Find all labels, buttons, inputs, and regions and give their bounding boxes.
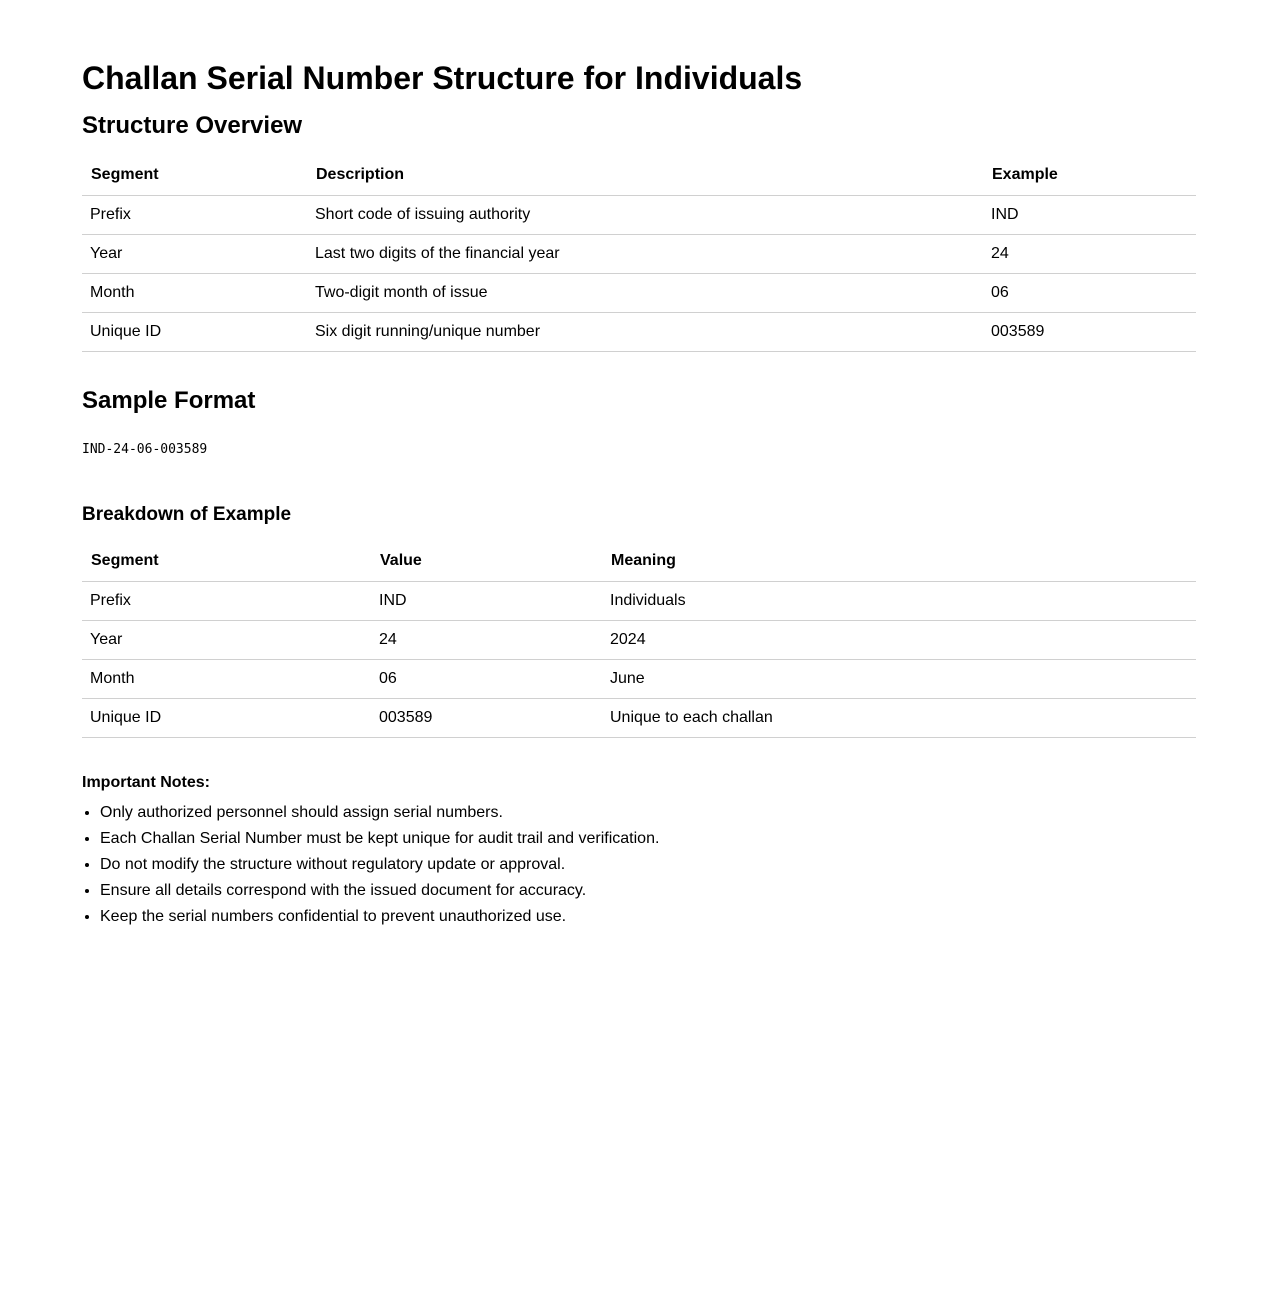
breakdown-heading: Breakdown of Example — [82, 504, 292, 525]
cell-segment: Year — [82, 620, 371, 659]
table-row — [82, 312, 1196, 351]
cell-example: 06 — [983, 273, 1196, 312]
cell-meaning: Individuals — [602, 581, 1196, 620]
cell-segment: Month — [82, 659, 371, 698]
cell-meaning: June — [602, 659, 1196, 698]
table-row — [82, 698, 1196, 737]
column-header-segment: Segment — [82, 156, 307, 195]
structure-overview-table — [82, 156, 1196, 352]
cell-segment: Unique ID — [82, 698, 371, 737]
cell-value: 003589 — [371, 698, 602, 737]
breakdown-table — [82, 542, 1196, 738]
cell-value: 24 — [371, 620, 602, 659]
column-header-example: Example — [983, 156, 1196, 195]
cell-example: 003589 — [983, 312, 1196, 351]
cell-description: Last two digits of the financial year — [307, 234, 983, 273]
cell-segment: Month — [82, 273, 307, 312]
table-row — [82, 581, 1196, 620]
cell-description: Two-digit month of issue — [307, 273, 983, 312]
table-header-row — [82, 156, 1196, 195]
list-item: • Keep the serial numbers confidential to prevent unauthorized use. — [100, 904, 659, 930]
cell-segment: Prefix — [82, 195, 307, 234]
cell-segment: Unique ID — [82, 312, 307, 351]
list-item: • Do not modify the structure without regulatory update or approval. — [100, 852, 659, 878]
cell-example: IND — [983, 195, 1196, 234]
cell-meaning: 2024 — [602, 620, 1196, 659]
column-header-meaning: Meaning — [602, 542, 1196, 581]
list-item: • Only authorized personnel should assign serial numbers. — [100, 800, 659, 826]
table-row — [82, 620, 1196, 659]
sample-format-code: IND-24-06-003589 — [82, 442, 208, 457]
important-notes-list — [82, 800, 659, 930]
sample-format-heading: Sample Format — [82, 387, 256, 414]
cell-value: 06 — [371, 659, 602, 698]
cell-value: IND — [371, 581, 602, 620]
important-notes-heading: Important Notes: — [82, 774, 210, 791]
table-row — [82, 234, 1196, 273]
cell-segment: Prefix — [82, 581, 371, 620]
list-item: • Ensure all details correspond with the issued document for accuracy. — [100, 878, 659, 904]
table-row — [82, 659, 1196, 698]
table-row — [82, 195, 1196, 234]
cell-example: 24 — [983, 234, 1196, 273]
structure-overview-heading: Structure Overview — [82, 112, 303, 139]
cell-description: Six digit running/unique number — [307, 312, 983, 351]
cell-meaning: Unique to each challan — [602, 698, 1196, 737]
page-title: Challan Serial Number Structure for Individuals — [82, 60, 803, 96]
cell-description: Short code of issuing authority — [307, 195, 983, 234]
column-header-value: Value — [371, 542, 602, 581]
column-header-description: Description — [307, 156, 983, 195]
list-item: • Each Challan Serial Number must be kept unique for audit trail and verification. — [100, 826, 659, 852]
column-header-segment: Segment — [82, 542, 371, 581]
table-header-row — [82, 542, 1196, 581]
cell-segment: Year — [82, 234, 307, 273]
table-row — [82, 273, 1196, 312]
